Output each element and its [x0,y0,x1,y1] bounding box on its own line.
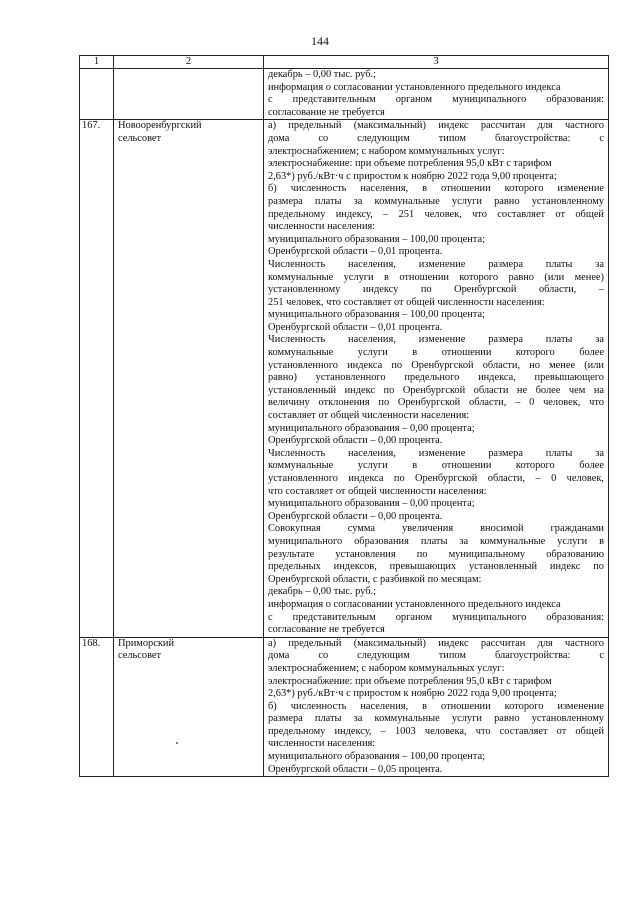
text-line: Численность населения, изменение размера платы за [268,258,604,270]
text-line: предельному индексу, – 251 человек, что составляет от общей [268,208,604,220]
text-line: дома со следующим типом благоустройства: с [268,650,604,662]
text-line: численности населения: [268,221,376,233]
row-number: 167. [82,120,101,132]
text-line: а) предельный (максимальный) индекс рассчитан для частного [268,637,604,649]
text-line: муниципального образования – 100,00 процента; [268,233,485,245]
text-line: муниципального образования платы за коммунальные услуги в [268,535,604,547]
text-line: размера платы за коммунальные услуги равно установленному [268,195,604,207]
text-line: Оренбургской области – 0,00 процента. [268,510,443,522]
text-line: Оренбургской области – 0,00 процента. [268,435,443,447]
column-header: 3 [264,56,609,69]
municipality-cell [114,69,264,120]
text-line: декабрь – 0,00 тыс. руб.; [268,69,377,80]
municipality-name: Новооренбургский [118,120,202,132]
continuation-row [80,69,609,120]
text-line: что составляет от общей численности населения: [268,485,487,497]
text-line: 251 человек, что составляет от общей численности населения: [268,296,545,308]
text-line: а) предельный (максимальный) индекс рассчитан для частного [268,120,604,132]
text-line: установленный индекс по Оренбургской области не более чем на [268,384,604,396]
text-line: размера платы за коммунальные услуги равно установленному [268,713,604,725]
text-line: Оренбургской области – 0,01 процента. [268,246,443,258]
text-line: предельному индексу, – 1003 человека, что составляет от общей [268,725,604,737]
text-line: 2,63*) руб./кВт·ч с приростом к ноябрю 2022 года 9,00 процента; [268,170,557,182]
column-header: 2 [114,56,264,69]
row-number-cell [80,69,114,120]
text-line: Оренбургской области, с разбивкой по месяцам: [268,573,482,585]
text-line: предельных индексов, превышающих установленный индекс по [268,561,604,573]
text-line: информация о согласовании установленного предельного индекса [268,598,561,610]
text-line: муниципального образования – 0,00 процента; [268,422,475,434]
description-cell [264,637,609,777]
municipality-name: сельсовет [118,132,162,144]
text-line: с представительным органом муниципального образования: [268,611,604,623]
municipality-name: Приморский [118,637,175,649]
text-line: 2,63*) руб./кВт·ч с приростом к ноябрю 2022 года 9,00 процента; [268,688,557,700]
text-line: установленному индексу по Оренбургской области, – [268,284,604,296]
text-line: согласование не требуется [268,624,385,636]
text-line: декабрь – 0,00 тыс. руб.; [268,586,377,598]
scan-speck [176,742,178,744]
text-line: согласование не требуется [268,106,385,118]
text-line: электроснабжение: при объеме потребления 95,0 кВт с тарифом [268,158,552,170]
text-line: Оренбургской области – 0,01 процента. [268,321,443,333]
page-number: 144 [311,34,329,48]
text-line: составляет от общей численности населения: [268,410,470,422]
text-line: установленного индекса по Оренбургской области, но менее (или [268,359,604,371]
description-cell [264,69,609,120]
text-line: Совокупная сумма увеличения вносимой гражданами [268,523,604,535]
text-line: коммунальные услуги в отношении которого более [268,347,604,359]
municipality-name: сельсовет [118,650,162,662]
text-line: дома со следующим типом благоустройства: с [268,132,604,144]
text-line: электроснабжение: при объеме потребления 95,0 кВт с тарифом [268,675,552,687]
text-line: численности населения: [268,738,376,750]
text-line: электроснабжением; с набором коммунальных услуг: [268,662,505,674]
text-line: с представительным органом муниципального образования: [268,94,604,106]
text-line: б) численность населения, в отношении которого изменение [268,183,604,195]
text-line: установленного индекса по Оренбургской области, – 0 человек, [268,473,604,484]
text-line: коммунальные услуги в отношении которого равно (или менее) [268,271,604,283]
text-line: Численность населения, изменение размера платы за [268,334,604,346]
text-line: Численность населения, изменение размера платы за [268,447,604,459]
table-row [80,120,609,637]
row-number: 168. [82,637,101,649]
table-row [80,637,609,777]
text-line: информация о согласовании установленного предельного индекса [268,81,561,93]
text-line: электроснабжением; с набором коммунальных услуг: [268,145,505,157]
column-header: 1 [80,56,114,69]
description-cell [264,120,609,637]
text-line: равно) установленного предельного индекса, превышающего [268,372,604,384]
row-number-cell [80,637,114,777]
text-line: муниципального образования – 100,00 процента; [268,751,485,763]
municipality-cell [114,120,264,637]
row-number-cell [80,120,114,637]
text-line: муниципального образования – 100,00 процента; [268,309,485,321]
text-line: муниципального образования – 0,00 процента; [268,498,475,510]
municipal-index-table [79,55,609,777]
text-line: результате установления по муниципальному образованию [268,548,604,560]
text-line: коммунальные услуги в отношении которого более [268,460,604,472]
text-line: б) численность населения, в отношении которого изменение [268,700,604,712]
municipality-cell [114,637,264,777]
text-line: величину отклонения по Оренбургской области, – 0 человек, что [268,397,604,409]
column-header-row [80,56,609,69]
text-line: Оренбургской области – 0,05 процента. [268,763,443,775]
